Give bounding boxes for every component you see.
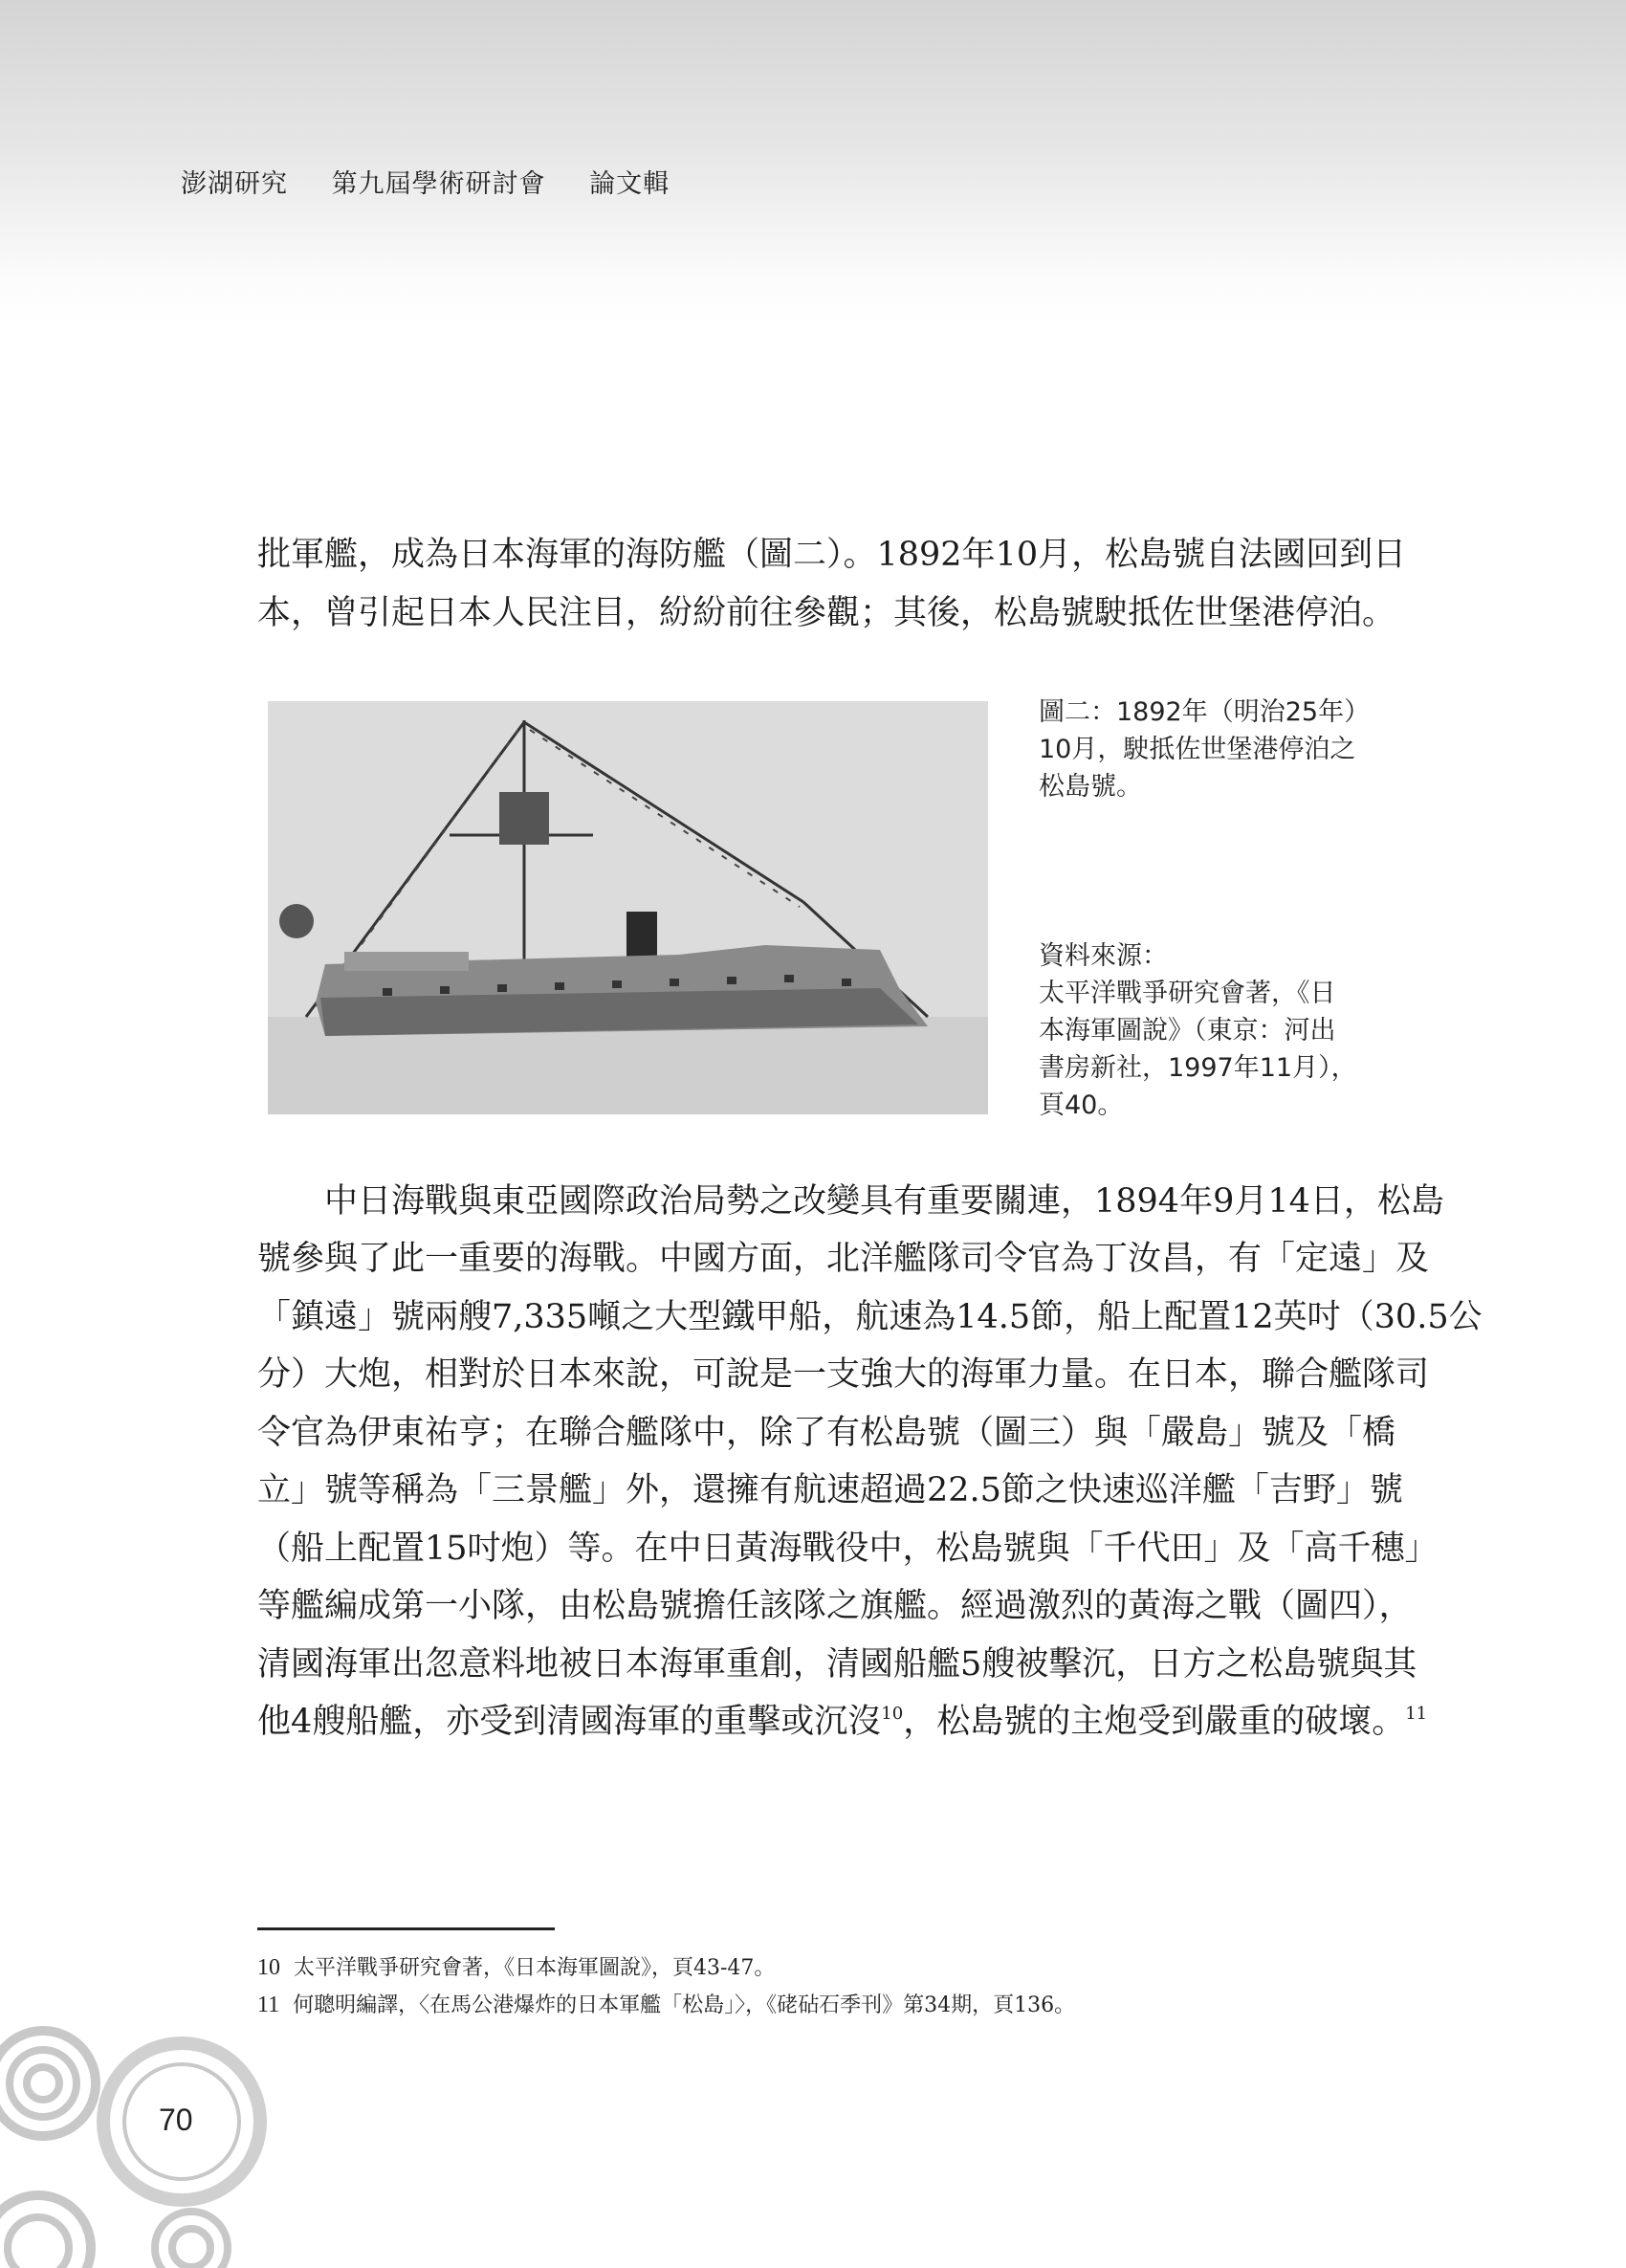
decorative-circles xyxy=(0,2009,306,2268)
footnote-ref[interactable]: 10 xyxy=(881,1704,904,1724)
footnote-number: 11 xyxy=(257,1993,280,2017)
body-text-line: 號參與了此一重要的海戰。中國方面，北洋艦隊司令官為丁汝昌，有「定遠」及 xyxy=(257,1240,1430,1278)
source-line: 頁40。 xyxy=(1039,1090,1124,1120)
body-text-line: 等艦編成第一小隊，由松島號擔任該隊之旗艦。經過激烈的黃海之戰（圖四）， xyxy=(257,1587,1413,1625)
body-text-line xyxy=(257,1703,1428,1741)
ship-photo xyxy=(268,701,988,1114)
body-text-line: 分）大炮，相對於日本來說，可說是一支強大的海軍力量。在日本，聯合艦隊司 xyxy=(257,1355,1430,1394)
caption-line: 圖二：1892年（明治25年） xyxy=(1039,697,1371,727)
footnote-text: 何聰明編譯，〈在馬公港爆炸的日本軍艦「松島」〉，《硓砧石季刊》第34期，頁136。 xyxy=(293,1993,1076,2017)
body-text-line: 本，曾引起日本人民注目，紛紛前往參觀；其後，松島號駛抵佐世堡港停泊。 xyxy=(257,594,1396,632)
body-text-line: 「鎮遠」號兩艘7,335噸之大型鐵甲船，航速為14.5節，船上配置12英吋（30.5公 xyxy=(257,1298,1483,1336)
running-header xyxy=(181,163,691,200)
body-text-line: （船上配置15吋炮）等。在中日黃海戰役中，松島號與「千代田」及「高千穗」 xyxy=(257,1530,1439,1568)
source-line: 資料來源： xyxy=(1039,941,1168,971)
text: 他4艘船艦，亦受到清國海軍的重擊或沉沒 xyxy=(257,1703,882,1741)
footnote-number: 10 xyxy=(257,1955,280,1980)
body-text-line: 令官為伊東祐亨；在聯合艦隊中，除了有松島號（圖三）與「嚴島」號及「橋 xyxy=(257,1414,1396,1452)
page-number: 70 xyxy=(159,2103,193,2137)
source-line: 書房新社，1997年11月）， xyxy=(1039,1053,1357,1083)
body-text-line: 立」號等稱為「三景艦」外，還擁有航速超過22.5節之快速巡洋艦「吉野」號 xyxy=(257,1471,1403,1509)
body-text-line: 中日海戰與東亞國際政治局勢之改變具有重要關連，1894年9月14日，松島 xyxy=(324,1182,1444,1221)
footnote xyxy=(257,1951,775,1981)
volume-title: 論文輯 xyxy=(589,169,670,199)
footnote-divider xyxy=(257,1927,555,1930)
body-text-line: 批軍艦，成為日本海軍的海防艦（圖二）。1892年10月，松島號自法國回到日 xyxy=(257,536,1407,574)
body-text-line: 清國海軍出忽意料地被日本海軍重創，清國船艦5艘被擊沉，日方之松島號與其 xyxy=(257,1645,1417,1684)
text: ，松島號的主炮受到嚴重的破壞。 xyxy=(903,1703,1406,1741)
caption-line: 松島號。 xyxy=(1039,772,1142,802)
footnote xyxy=(257,1989,1075,2018)
footnote-text: 太平洋戰爭研究會著，《日本海軍圖說》，頁43-47。 xyxy=(294,1956,776,1980)
source-line: 太平洋戰爭研究會著，《日 xyxy=(1039,979,1336,1008)
source-line: 本海軍圖說》（東京：河出 xyxy=(1039,1016,1336,1046)
footnote-ref[interactable]: 11 xyxy=(1405,1704,1428,1724)
journal-title: 澎湖研究 xyxy=(181,169,288,199)
caption-line: 10月，駛抵佐世堡港停泊之 xyxy=(1039,735,1356,764)
conference-title: 第九屆學術研討會 xyxy=(331,169,546,199)
